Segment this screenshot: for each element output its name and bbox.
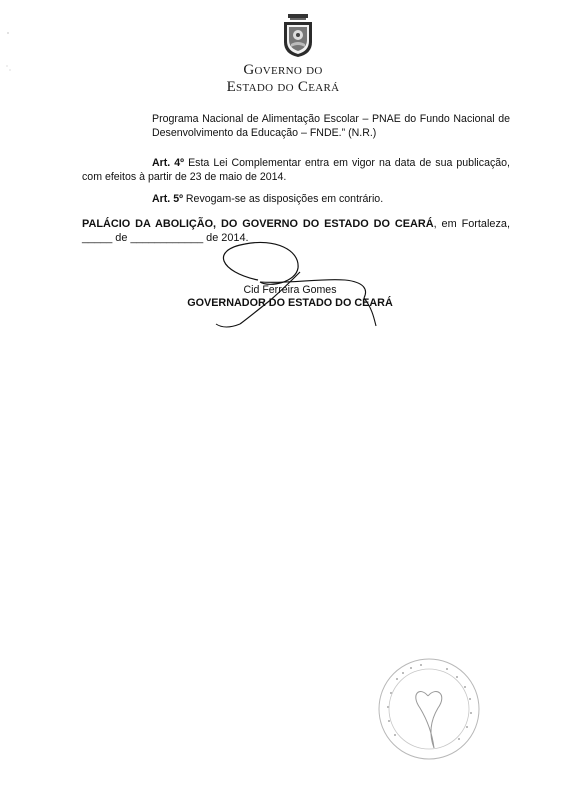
state-seal-icon	[281, 14, 315, 58]
article-5-text: Revogam-se as disposições em contrário.	[182, 193, 384, 205]
government-title-line2: Estado do Ceará	[226, 79, 340, 95]
signatory-role: GOVERNADOR DO ESTADO DO CEARÁ	[187, 297, 393, 309]
paragraph-article-5	[152, 192, 510, 206]
article-5-label: Art. 5º	[152, 193, 183, 205]
closing-date-text: , em Fortaleza, _____ de ____________ de 2014.	[82, 218, 510, 244]
paragraph-pnae	[152, 112, 510, 140]
government-title-line1: Governo do	[243, 62, 323, 78]
handwritten-signature	[150, 232, 400, 332]
paragraph-pnae-text: Programa Nacional de Alimentação Escolar – PNAE do Fundo Nacional de Desenvolvimento da Educação – FNDE.” (N.R.)	[152, 113, 510, 139]
signatory-name: Cid Ferreira Gomes	[243, 284, 337, 296]
protocol-stamp	[376, 656, 482, 762]
article-4-text: Esta Lei Complementar entra em vigor na data de sua publicação, com efeitos à partir de 23 de maio de 2014.	[82, 157, 510, 183]
closing-palace-name: PALÁCIO DA ABOLIÇÃO, DO GOVERNO DO ESTADO DO CEARÁ	[82, 218, 434, 230]
article-4-label: Art. 4º	[152, 157, 185, 169]
paragraph-article-4	[82, 156, 510, 184]
